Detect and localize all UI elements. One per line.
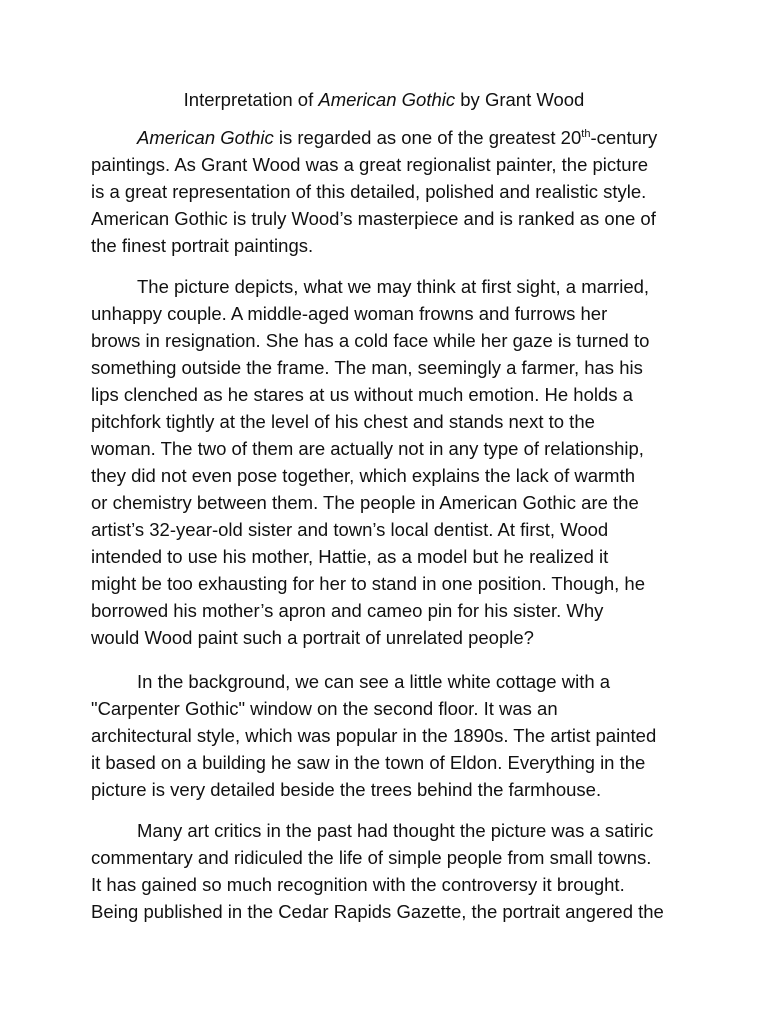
text-line: is a great representation of this detailed, polished and realistic style. (91, 181, 647, 202)
text-line: paintings. As Grant Wood was a great regionalist painter, the picture (91, 154, 649, 175)
text-line: American Gothic is truly Wood’s masterpiece and is ranked as one of (91, 208, 656, 229)
paragraph-1-italic: American Gothic (137, 127, 274, 148)
text-line: or chemistry between them. The people in American Gothic are the (91, 492, 639, 513)
text-line: lips clenched as he stares at us without much emotion. He holds a (91, 384, 633, 405)
text-line: the finest portrait paintings. (91, 235, 314, 256)
text-line: intended to use his mother, Hattie, as a model but he realized it (91, 546, 609, 567)
paragraph-1-superscript: th (581, 128, 591, 140)
text-line: would Wood paint such a portrait of unrelated people? (91, 627, 534, 648)
text-line: unhappy couple. A middle-aged woman frowns and furrows her (91, 303, 608, 324)
text-line: something outside the frame. The man, seemingly a farmer, has his (91, 357, 643, 378)
text-line: they did not even pose together, which explains the lack of warmth (91, 465, 636, 486)
text-line: artist’s 32-year-old sister and town’s local dentist. At first, Wood (91, 519, 609, 540)
text-line: commentary and ridiculed the life of simple people from small towns. (91, 847, 652, 868)
text-line: It has gained so much recognition with the controversy it brought. (91, 874, 625, 895)
text-line: borrowed his mother’s apron and cameo pin for his sister. Why (91, 600, 604, 621)
text-line: In the background, we can see a little white cottage with a (137, 671, 611, 692)
text-line: might be too exhausting for her to stand in one position. Though, he (91, 573, 646, 594)
paragraph-1-end: -century (590, 127, 658, 148)
text-line: The picture depicts, what we may think at first sight, a married, (137, 276, 650, 297)
text-line: Being published in the Cedar Rapids Gazette, the portrait angered the (91, 901, 664, 922)
text-line: woman. The two of them are actually not in any type of relationship, (91, 438, 644, 459)
text-line: pitchfork tightly at the level of his chest and stands next to the (91, 411, 595, 432)
text-line: it based on a building he saw in the town of Eldon. Everything in the (91, 752, 646, 773)
text-line: architectural style, which was popular in the 1890s. The artist painted (91, 725, 657, 746)
text-line: Many art critics in the past had thought the picture was a satiric (137, 820, 654, 841)
text-line: picture is very detailed beside the trees behind the farmhouse. (91, 779, 602, 800)
title-italic: American Gothic (318, 89, 456, 110)
paragraph-1-line-1 (91, 124, 681, 151)
title-prefix: Interpretation of (183, 89, 319, 110)
paragraph-2 (91, 273, 681, 651)
document-title (0, 86, 768, 113)
text-line: brows in resignation. She has a cold face while her gaze is turned to (91, 330, 650, 351)
paragraph-1-text: is regarded as one of the greatest 20 (273, 127, 582, 148)
paragraph-4 (91, 817, 681, 925)
paragraph-1 (91, 124, 681, 259)
text-line: "Carpenter Gothic" window on the second floor. It was an (91, 698, 558, 719)
title-suffix: by Grant Wood (455, 89, 585, 110)
paragraph-3 (91, 668, 681, 803)
